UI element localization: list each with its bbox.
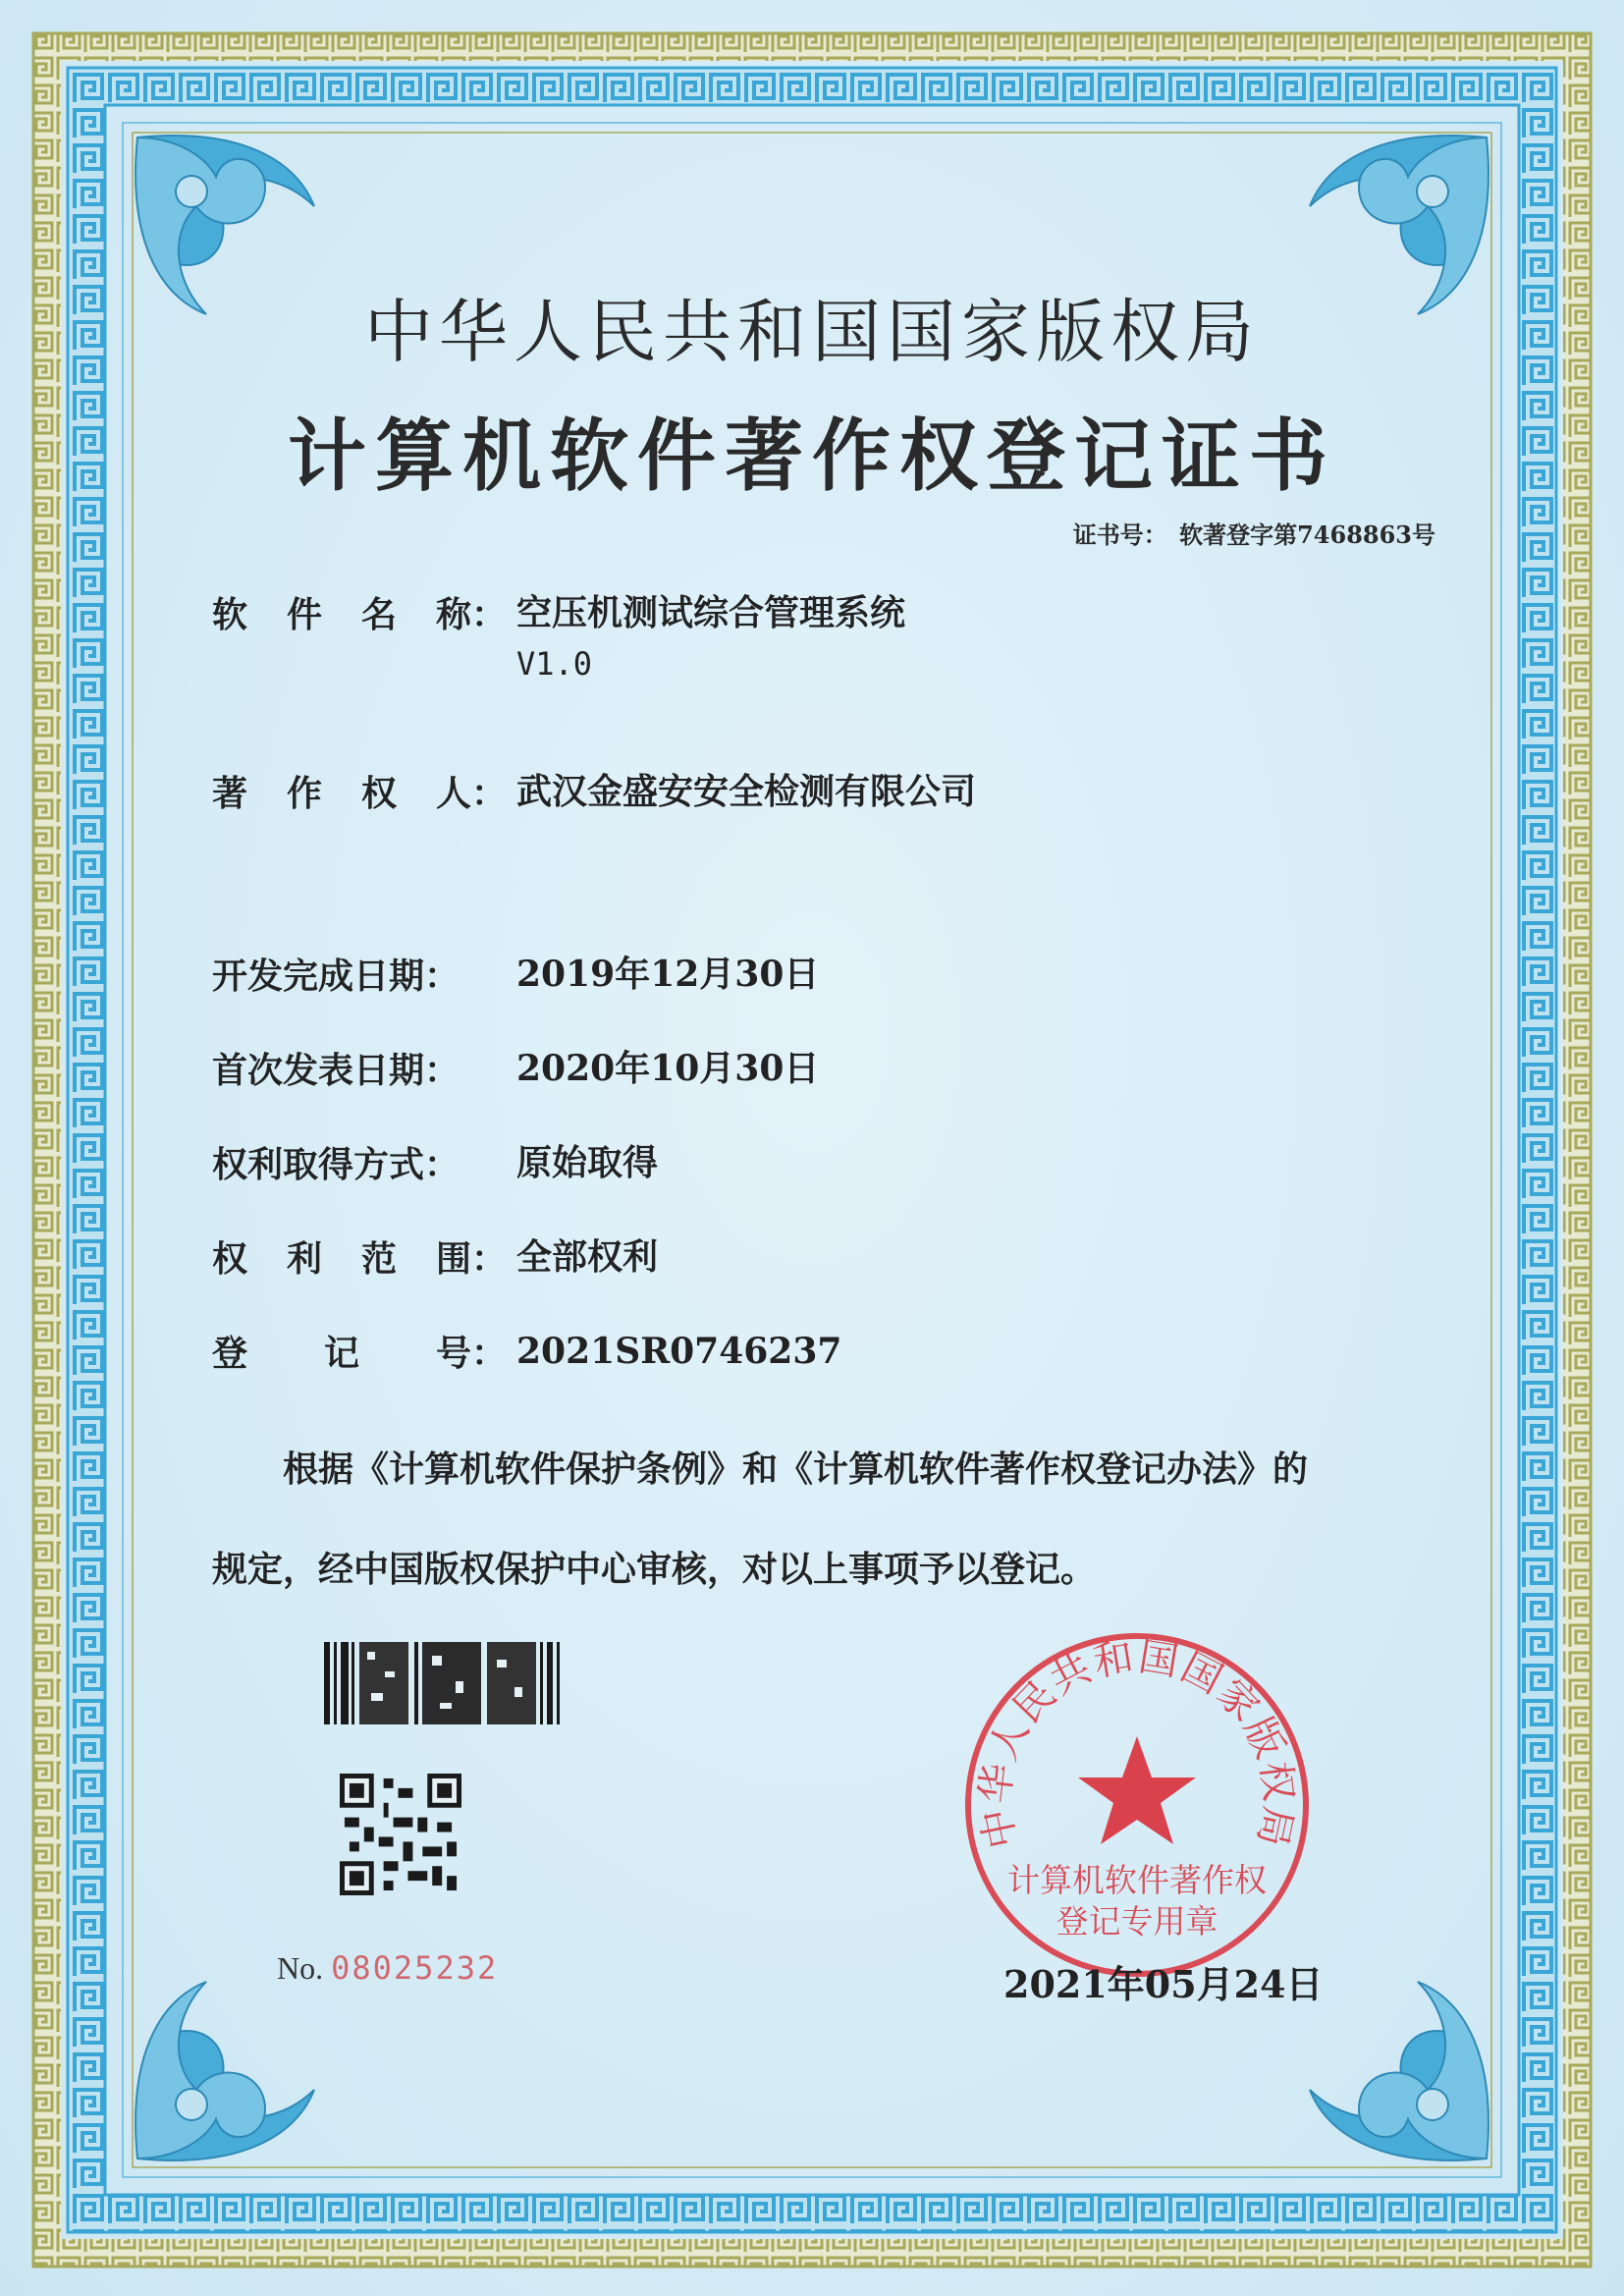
field-label: 开发完成日期：	[212, 956, 460, 997]
field-value	[516, 587, 905, 689]
issue-date: 2021年05月24日	[1003, 1962, 1324, 2006]
certificate-title: 计算机软件著作权登记证书	[288, 410, 1336, 502]
serial-value: 08025232	[331, 1949, 499, 1987]
seal-center-line-2: 登记专用章	[1056, 1902, 1218, 1941]
field-label: 首次发表日期：	[212, 1050, 460, 1091]
field-label: 登 记 号：	[212, 1333, 507, 1374]
serial-number	[277, 1949, 498, 1987]
statement-line-2: 规定，经中国版权保护中心审核，对以上事项予以登记。	[212, 1549, 1097, 1590]
statement-line-1: 根据《计算机软件保护条例》和《计算机软件著作权登记办法》的	[283, 1449, 1309, 1490]
field-value: 武汉金盛安安全检测有限公司	[516, 771, 977, 812]
field-label: 软 件 名 称：	[212, 594, 507, 635]
certificate-number-label: 证书号：	[1072, 520, 1167, 549]
field-label: 权利取得方式：	[212, 1144, 460, 1185]
field-label: 权 利 范 围：	[212, 1238, 507, 1280]
field-value: 2019年12月30日	[516, 954, 820, 995]
certificate-number	[1069, 516, 1435, 550]
field-value: 2020年10月30日	[516, 1048, 820, 1089]
official-seal	[960, 1628, 1314, 1982]
software-version: V1.0	[516, 645, 593, 683]
field-value: 全部权利	[516, 1236, 659, 1278]
seal-center-line-1: 计算机软件著作权	[1007, 1861, 1267, 1899]
star-icon	[1078, 1736, 1196, 1844]
field-value: 2021SR0746237	[516, 1331, 842, 1372]
serial-prefix: No.	[277, 1950, 324, 1986]
software-name: 空压机测试综合管理系统	[516, 592, 906, 633]
issuing-agency: 中华人民共和国国家版权局	[364, 292, 1260, 372]
seal-ring-text: 中华人民共和国国家版权局	[972, 1634, 1302, 1853]
field-label: 著 作 权 人：	[212, 773, 507, 814]
qr-code	[340, 1774, 461, 1895]
certificate-number-value: 软著登字第7468863号	[1179, 520, 1435, 549]
barcode	[324, 1642, 564, 1724]
field-value: 原始取得	[516, 1142, 659, 1183]
